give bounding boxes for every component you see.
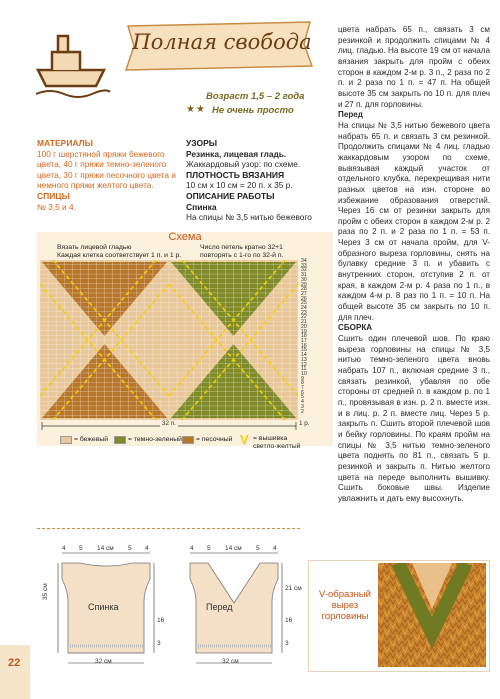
row-number: 8 [301, 380, 304, 387]
materials-heading: МАТЕРИАЛЫ [37, 138, 93, 148]
row-number: 2 [301, 408, 304, 415]
back-dim-neck: 14 см [97, 545, 114, 552]
row-number: 20 [301, 323, 307, 330]
legend-green: = темно-зеленый [128, 436, 182, 443]
row-number: 32 [301, 267, 307, 274]
legend-swatch-green [114, 436, 126, 444]
row-number: 24 [301, 305, 307, 312]
v-neck-photo [378, 563, 486, 667]
back-label: Спинка [88, 602, 119, 612]
front-dim-shoulder-left: 4 [190, 545, 194, 552]
row-number: 25 [301, 300, 307, 307]
row-number: 31 [301, 272, 307, 279]
materials-block [37, 138, 179, 212]
legend-beige: = бежевый [74, 436, 108, 443]
front-dim-neck: 14 см [225, 545, 242, 552]
legend-swatch-sand [182, 436, 194, 444]
page-title: Полная свобода [132, 30, 312, 54]
back-dim-width: 32 см [95, 658, 112, 665]
legend-swatch-beige [60, 436, 72, 444]
back-dim-height: 35 см [42, 583, 49, 600]
back-instructions: цвета набрать 65 п., связать 3 см резинкой и продолжить спицами № 4 лиц. гладью. На высоте 19 см от начала вязания закрыть для пройм с обеих сторон в каждом 2-м р. 3 п., 2 раза по 2 п. и 2 раза по 1 п. = 47 п. На общей высоте 35 см закрыть по 10 п. для плеч и 27 п. для горловины. [338, 25, 490, 109]
difficulty-label: Не очень просто [212, 105, 294, 116]
density-heading: ПЛОТНОСТЬ ВЯЗАНИЯ [186, 169, 285, 180]
row-number: 34 [301, 258, 307, 264]
front-dim-upper: 21 см [285, 585, 302, 592]
density-text: 10 см х 10 см = 20 п. х 35 р. [186, 180, 293, 191]
front-dim-side: 16 [285, 617, 293, 624]
row-number: 33 [301, 262, 307, 269]
front-dim-shoulder-right: 4 [273, 545, 277, 552]
row-number: 22 [301, 314, 307, 321]
chart-note-right-2: повторять с 1-го по 32-й п. [200, 252, 284, 259]
patterns-line-2: Жаккардовый узор: по схеме. [186, 159, 301, 170]
front-dim-width: 32 см [222, 658, 239, 665]
chart-note-left-2: Каждая клетка соответствует 1 п. и 1 р. [57, 252, 182, 259]
back-dim-armhole-left: 5 [79, 545, 83, 552]
back-dim-side: 16 [157, 617, 165, 624]
chart-note-left-1: Вязать лицевой гладью [57, 244, 132, 251]
row-number: 18 [301, 333, 307, 340]
needles-text: № 3,5 и 4. [37, 201, 76, 212]
assembly-instructions: Сшить один плечевой шов. По краю выреза горловины на спицы № 3,5 нитью темно-зеленого цвета вновь набрать 107 п., включая средние 3 п., связать резинкой, убавляя по обе стороны от средней п. в каждом р. по 1 п., провязывая в изн. р. 2 п. вместе изн. и в лиц. р. 2 п. вместе лиц. Через 5 р. закрыть п. Сшить второй плечевой шов и бейку горловины. По краям пройм на спицы № 3,5 нитью темно-зеленого цвета поднять по 81 п., связать 5 р. резинкой и закрыть п. Нитью желтого цвета на переде выполнить вышивку. Сшить боковые швы. Изделие увлажнить и дать ему высохнуть. [338, 334, 490, 503]
row-number: 10 [301, 370, 307, 377]
row-number: 21 [301, 319, 307, 326]
row-number: 29 [301, 281, 307, 288]
work-heading: ОПИСАНИЕ РАБОТЫ [186, 190, 275, 201]
row-number: 6 [301, 389, 304, 396]
row-number: 14 [301, 352, 307, 359]
page-number: 22 [8, 657, 21, 669]
page-corner-strip [0, 645, 30, 699]
row-number: 15 [301, 347, 307, 354]
instructions-column [338, 25, 490, 505]
row-number: 23 [301, 309, 307, 316]
front-heading: Перед [338, 110, 363, 120]
front-label: Перед [206, 602, 233, 612]
section-divider [37, 528, 300, 529]
row-number: 30 [301, 276, 307, 283]
back-dim-armhole-right: 5 [128, 545, 132, 552]
patterns-block [186, 138, 336, 223]
ship-logo-icon [30, 22, 112, 102]
row-number: 19 [301, 328, 307, 335]
row-number: 5 [301, 394, 304, 401]
legend-sand: = песочный [196, 436, 233, 443]
chart-title: Схема [168, 231, 202, 243]
row-number: 13 [301, 356, 307, 363]
row-number: 27 [301, 290, 307, 297]
width-label: 32 п. [162, 420, 176, 427]
back-dim-shoulder-left: 4 [62, 545, 66, 552]
front-dim-armhole-left: 5 [207, 545, 211, 552]
legend-embroidery: = вышивка светло-желтый [253, 435, 301, 450]
row-number: 28 [301, 286, 307, 293]
row-number: 17 [301, 338, 307, 344]
chart-note-right-1: Число петель кратно 32+1 [200, 244, 283, 251]
row-number: 7 [301, 385, 304, 392]
v-neck-label: V-образный вырез горловины [319, 589, 371, 622]
embroidery-v-icon: V [240, 432, 249, 447]
front-instructions: На спицы № 3,5 нитью бежевого цвета набрать 65 п. и связать 3 см резинкой. Продолжить спицами № 4 лиц. гладью жаккардовым узором по схеме, вывязывая каждый участок от отдельного клубка, перекрещивая нити разных цветов на изн. стороне во избежание образования отверстий. Через 16 см от резинки закрыть для пройм с обеих сторон в каждом 2-м р. 2 раза по 2 п. и 2 раза по 1 п. = 53 п. Через 3 см от начала пройм, для V-образного выреза горловины, снять на булавку средние 3 п. и убавить с внутренних сторон, отступив 2 п. от края, в каждом 2-м р. 4 раза по 1 п., в каждом 4-м р. 8 раз по 1 п. = 10 п. На общей высоте 35 см закрыть по 10 п. для плеч. [338, 120, 490, 322]
row-number: 12 [301, 361, 307, 368]
back-dim-rib: 3 [157, 640, 161, 647]
front-dim-rib: 3 [285, 640, 289, 647]
difficulty-stars: ★★ [186, 104, 206, 115]
materials-text: 100 г шерстяной пряжи бежевого цвета, 40 г пряжи темно-зеленого цвета, 30 г пряжи песочного цвета и немного пряжи желтого цвета. [37, 148, 176, 191]
front-dim-armhole-right: 5 [256, 545, 260, 552]
row-number: 9 [301, 375, 304, 382]
back-dim-shoulder-right: 4 [145, 545, 149, 552]
needles-heading: СПИЦЫ [37, 190, 70, 201]
row-number: 11 [301, 366, 307, 373]
back-text: На спицы № 3,5 нитью бежевого [186, 212, 312, 223]
jacquard-grid [40, 260, 298, 420]
row-number: 26 [301, 295, 307, 302]
patterns-heading: УЗОРЫ [186, 138, 218, 148]
back-heading: Спинка [186, 201, 217, 212]
row-numbers [299, 260, 321, 420]
age-label: Возраст 1,5 – 2 года [206, 91, 305, 102]
assembly-heading: СБОРКА [338, 323, 373, 333]
row-one-label: 1 р. [299, 420, 310, 427]
row-number: 16 [301, 342, 307, 349]
patterns-line-1: Резинка, лицевая гладь. [186, 148, 287, 159]
row-number: 3 [301, 403, 304, 410]
row-number: 4 [301, 399, 304, 406]
